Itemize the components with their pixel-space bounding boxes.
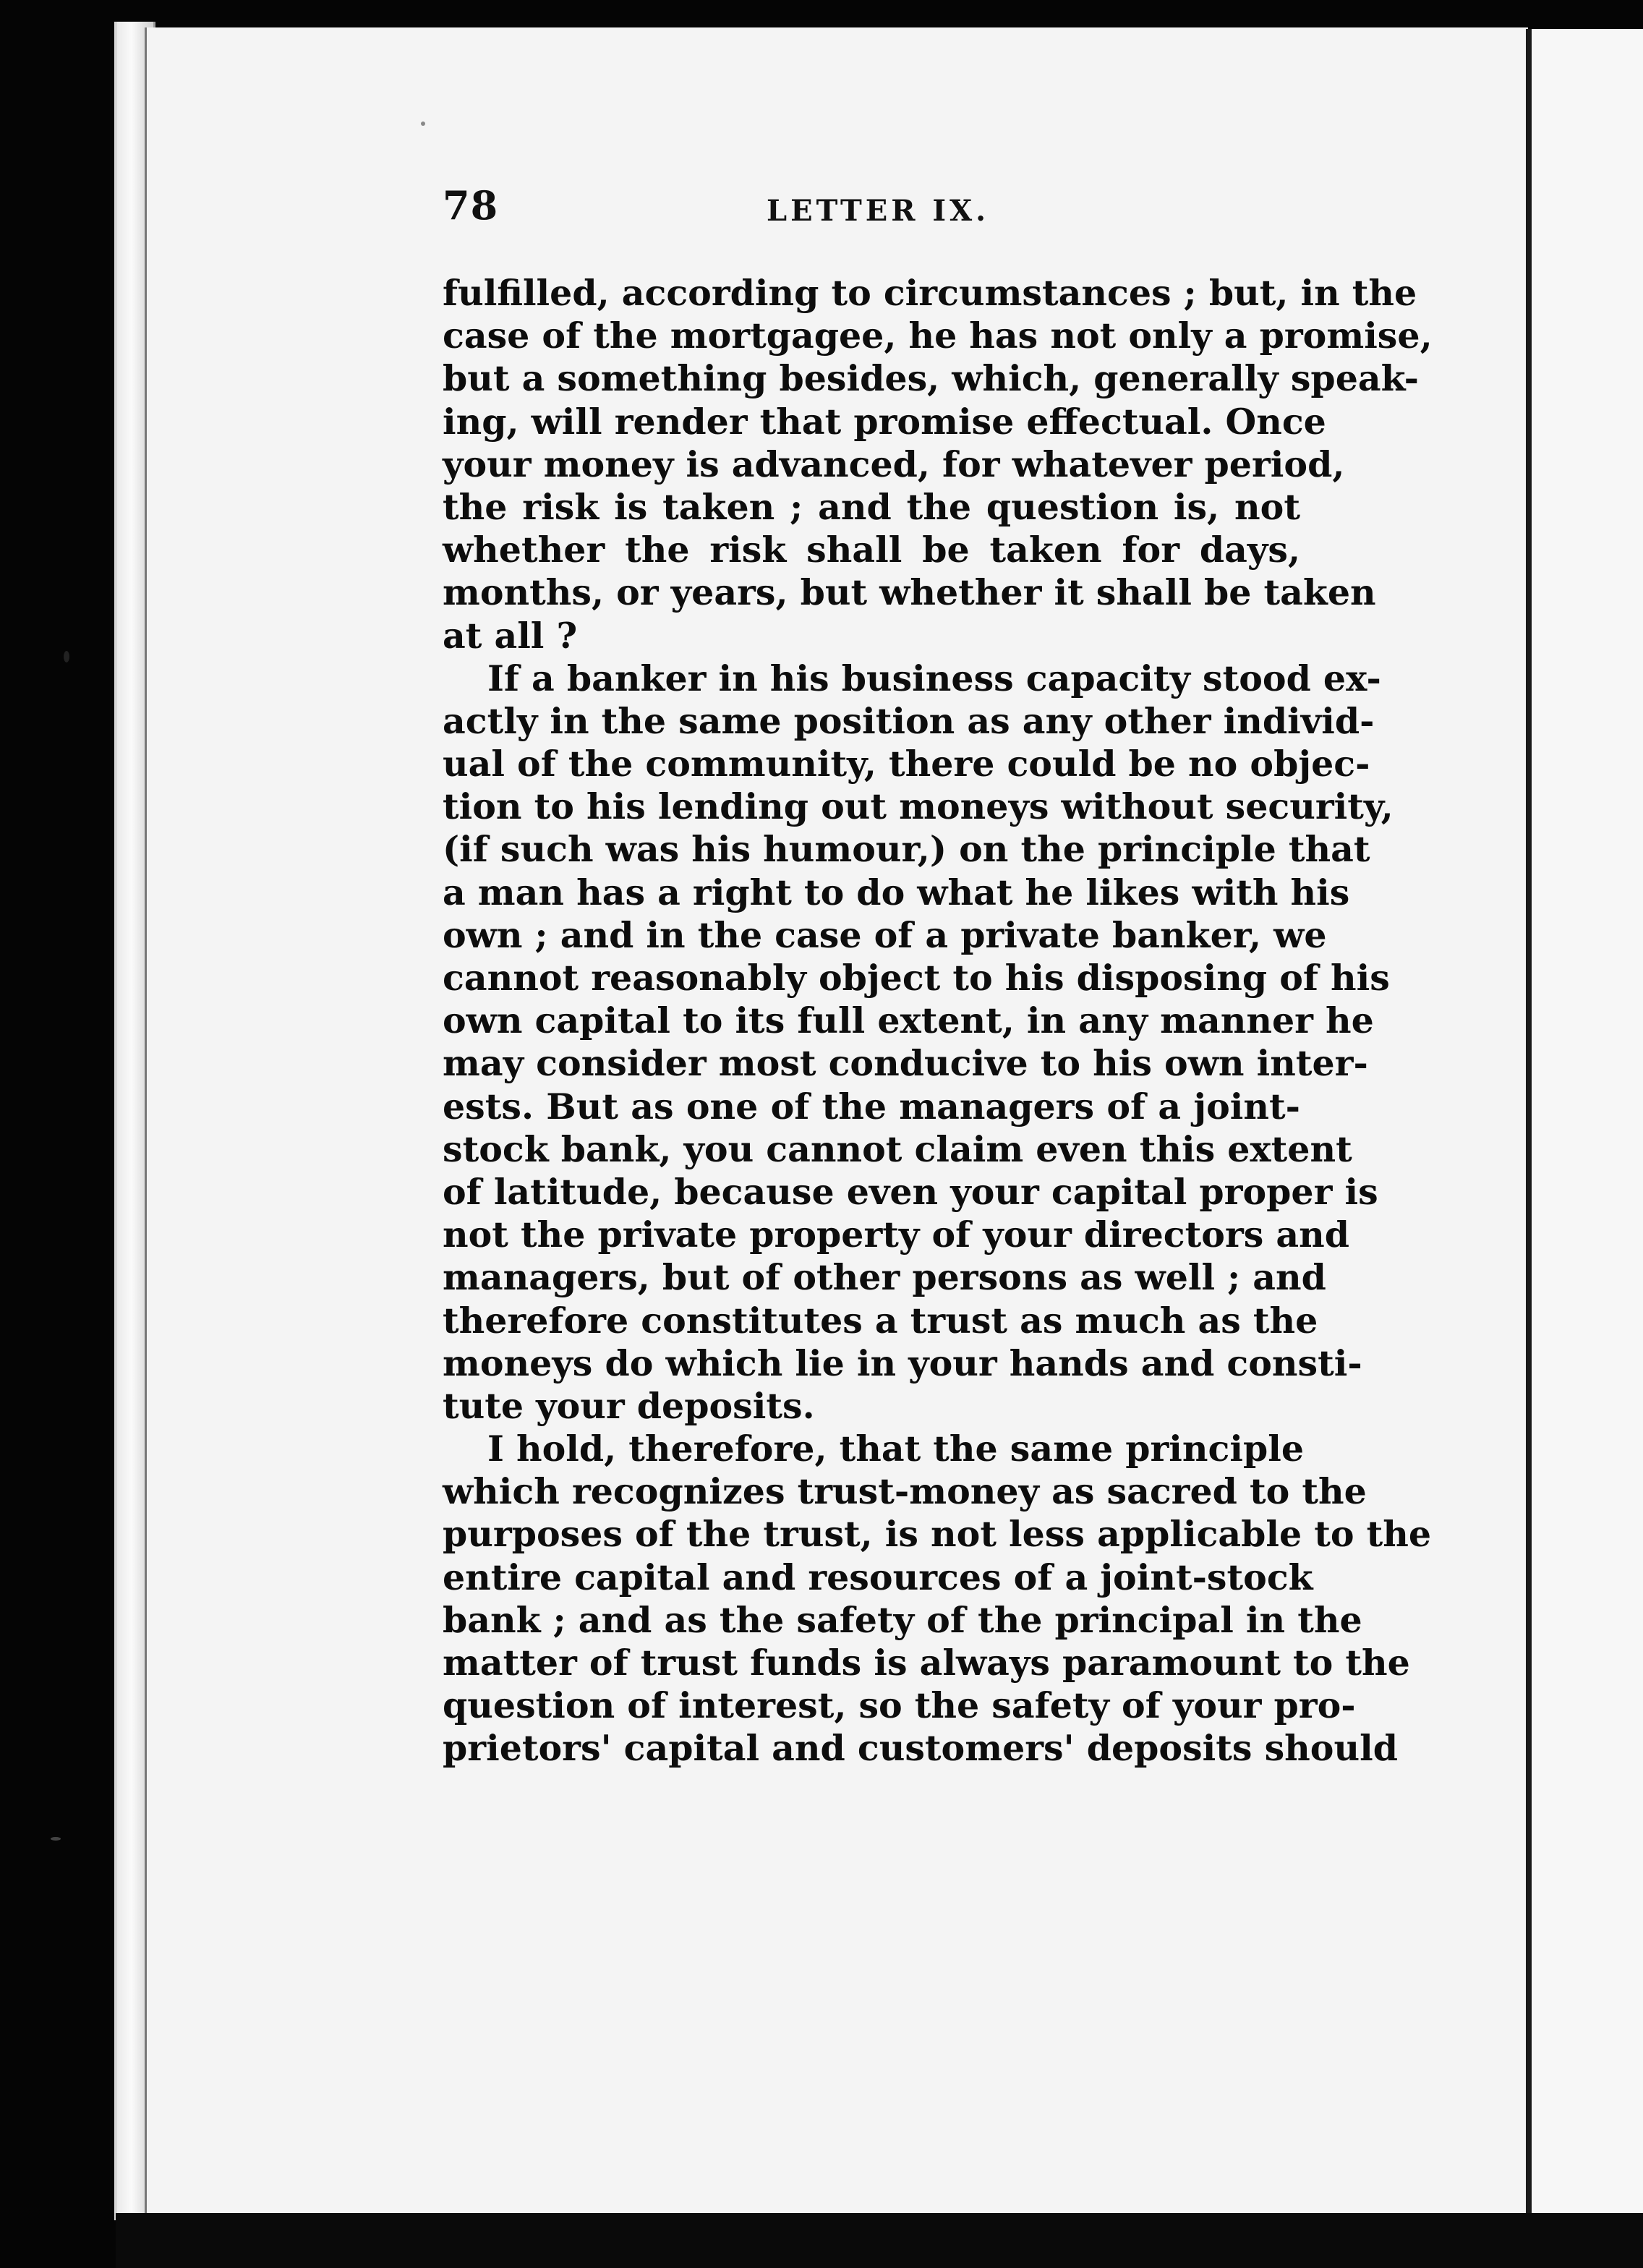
text-line: matter of trust funds is always paramount to the xyxy=(443,1642,1410,1684)
page-header xyxy=(443,182,1300,233)
text-line: actly in the same position as any other individ- xyxy=(443,699,1375,742)
ink-speck xyxy=(421,122,425,126)
text-line: entire capital and resources of a joint-stock xyxy=(443,1556,1313,1598)
text-line: purposes of the trust, is not less applicable to the xyxy=(443,1513,1432,1556)
text-line: question of interest, so the safety of your pro- xyxy=(443,1684,1356,1727)
text-line: a man has a right to do what he likes with his xyxy=(443,871,1350,913)
text-line: but a something besides, which, generally speak- xyxy=(443,357,1419,400)
text-line: bank ; and as the safety of the principal in the xyxy=(443,1598,1362,1641)
text-line: the risk is taken ; and the question is, not xyxy=(443,485,1300,528)
text-line: your money is advanced, for whatever period, xyxy=(443,443,1345,485)
text-line: managers, but of other persons as well ; and xyxy=(443,1256,1326,1299)
text-line: I hold, therefore, that the same principle xyxy=(487,1428,1305,1470)
text-line: moneys do which lie in your hands and consti- xyxy=(443,1342,1362,1384)
body-text xyxy=(443,272,1433,1770)
text-line: fulfilled, according to circumstances ; but, in the xyxy=(443,272,1417,314)
text-line: (if such was his humour,) on the principle that xyxy=(443,828,1370,871)
text-line: own ; and in the case of a private banker, we xyxy=(443,913,1327,956)
text-line: ual of the community, there could be no objec- xyxy=(443,743,1370,785)
page-number: 78 xyxy=(443,182,499,229)
ink-speck xyxy=(64,651,69,662)
text-line: stock bank, you cannot claim even this extent xyxy=(443,1127,1352,1170)
text-line: cannot reasonably object to his disposing of his xyxy=(443,957,1390,999)
facing-page-edge xyxy=(1526,29,1643,2213)
text-line: tion to his lending out moneys without security, xyxy=(443,785,1394,828)
text-line: ing, will render that promise effectual. Once xyxy=(443,400,1326,443)
text-line: may consider most conducive to his own inter- xyxy=(443,1042,1368,1085)
text-line: own capital to its full extent, in any manner he xyxy=(443,999,1374,1042)
text-line: therefore constitutes a trust as much as the xyxy=(443,1299,1318,1342)
text-line: at all ? xyxy=(443,614,578,657)
text-line: tute your deposits. xyxy=(443,1384,815,1427)
ink-speck xyxy=(51,1837,61,1841)
text-line: case of the mortgagee, he has not only a promise, xyxy=(443,315,1433,357)
text-line: which recognizes trust-money as sacred to the xyxy=(443,1470,1367,1513)
scan-bottom-shadow xyxy=(116,2213,1643,2268)
text-line: of latitude, because even your capital proper is xyxy=(443,1170,1378,1213)
text-line: whether the risk shall be taken for days, xyxy=(443,529,1300,571)
text-line: ests. But as one of the managers of a joint- xyxy=(443,1085,1300,1127)
text-line: not the private property of your directors and xyxy=(443,1214,1350,1256)
text-line: If a banker in his business capacity stood ex- xyxy=(487,657,1381,699)
running-head: LETTER IX. xyxy=(767,194,990,228)
text-line: prietors' capital and customers' deposits should xyxy=(443,1727,1398,1770)
text-line: months, or years, but whether it shall be taken xyxy=(443,571,1376,614)
